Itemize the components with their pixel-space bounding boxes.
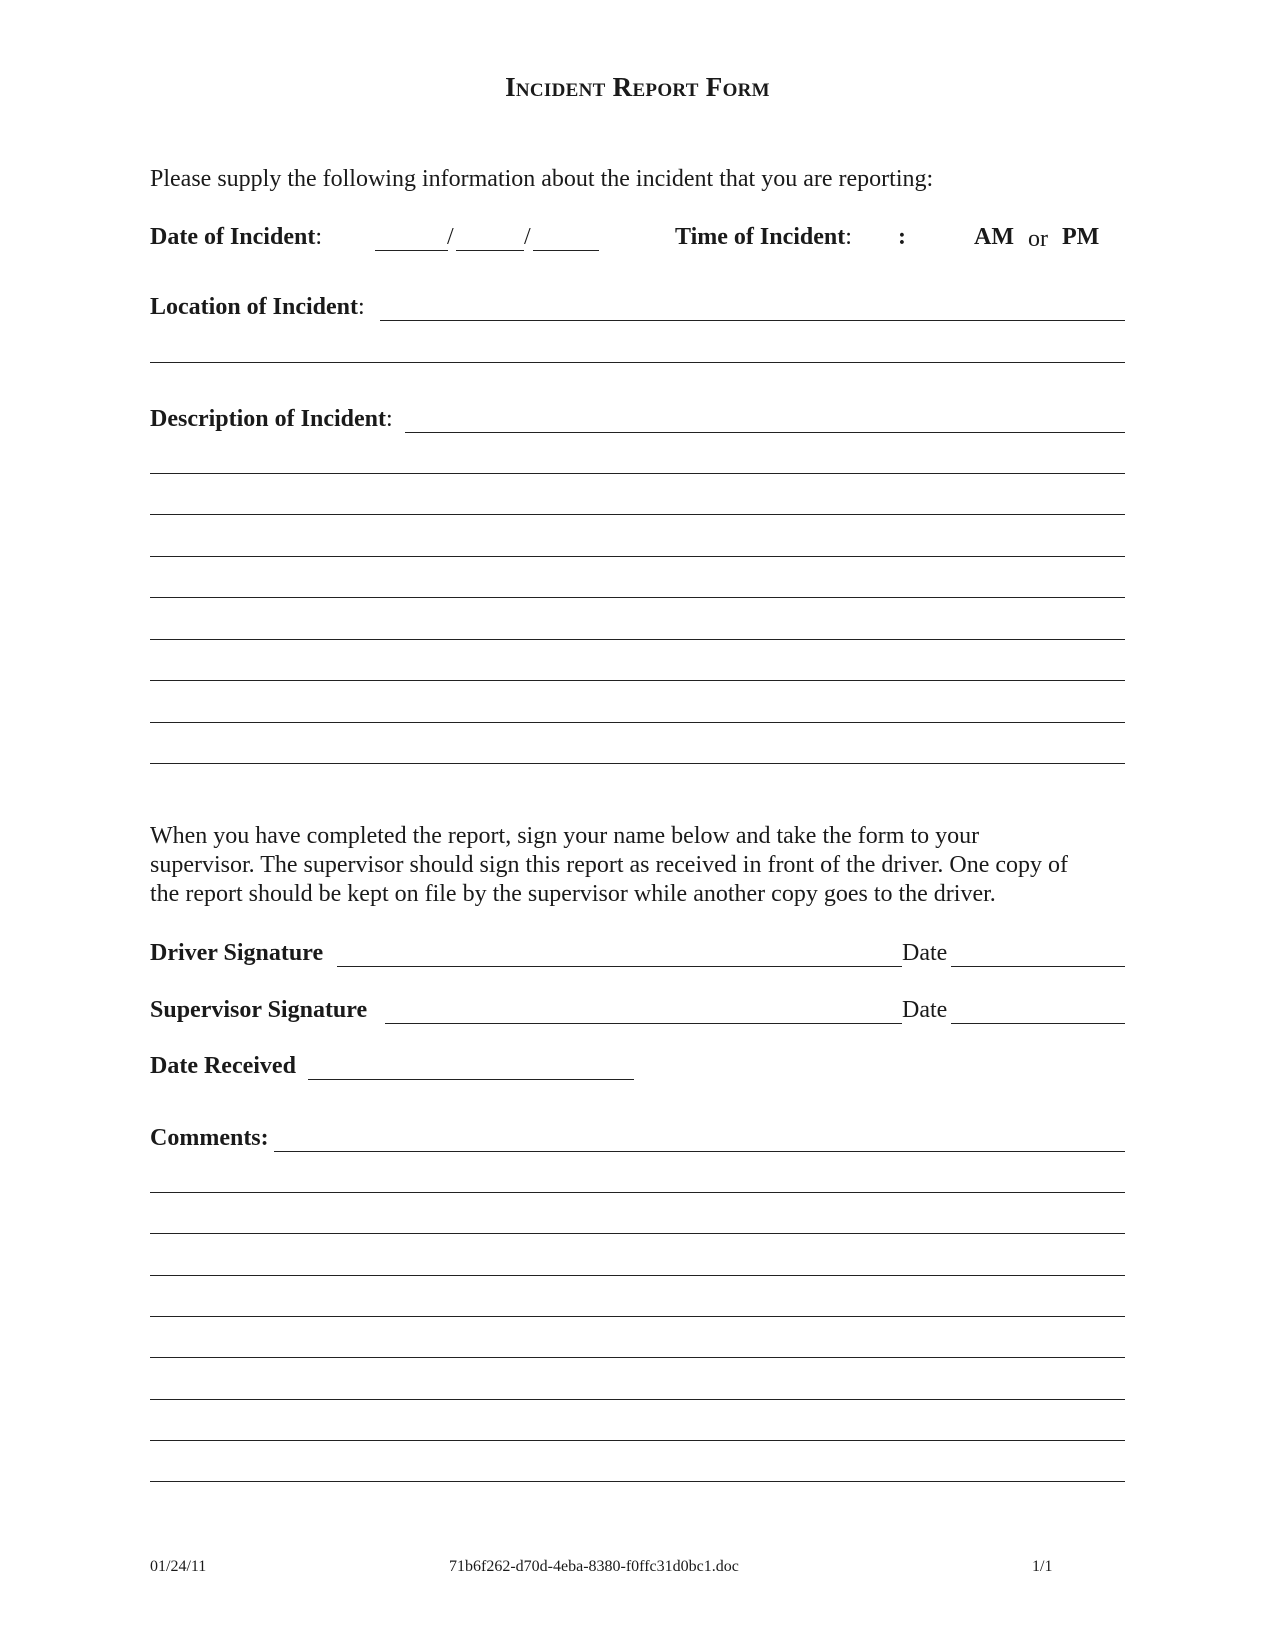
description-line-5[interactable] [150, 597, 1125, 598]
instructions-line-1: When you have completed the report, sign your name below and take the form to your [150, 823, 980, 849]
driver-date-field[interactable] [951, 966, 1125, 967]
description-line-3[interactable] [150, 514, 1125, 515]
footer-page-number: 1/1 [1032, 1558, 1053, 1575]
footer-filename: 71b6f262-d70d-4eba-8380-f0ffc31d0bc1.doc [449, 1558, 739, 1575]
comments-line-4[interactable] [150, 1275, 1125, 1276]
instructions-line-3: the report should be kept on file by the supervisor while another copy goes to the driver. [150, 881, 996, 907]
driver-signature-field[interactable] [337, 966, 902, 967]
comments-line-2[interactable] [150, 1192, 1125, 1193]
description-label [150, 406, 393, 433]
date-month-field[interactable] [375, 250, 448, 251]
description-label-text: Description of Incident [150, 406, 386, 432]
description-line-1[interactable] [405, 432, 1125, 433]
date-separator-1: / [447, 224, 454, 250]
comments-line-8[interactable] [150, 1440, 1125, 1441]
location-label [150, 294, 365, 321]
supervisor-signature-field[interactable] [385, 1023, 902, 1024]
description-line-8[interactable] [150, 722, 1125, 723]
date-day-field[interactable] [456, 250, 524, 251]
driver-date-label: Date [902, 940, 948, 966]
location-colon: : [358, 294, 365, 320]
time-separator: : [898, 224, 906, 250]
date-received-field[interactable] [308, 1079, 634, 1080]
comments-line-7[interactable] [150, 1399, 1125, 1400]
comments-line-9[interactable] [150, 1481, 1125, 1482]
time-of-incident-colon: : [845, 224, 852, 250]
location-label-text: Location of Incident [150, 294, 359, 320]
comments-label: Comments: [150, 1125, 269, 1151]
or-text: or [1028, 226, 1048, 252]
time-of-incident-label-text: Time of Incident [675, 224, 846, 250]
date-of-incident-colon: : [315, 224, 322, 250]
description-line-6[interactable] [150, 639, 1125, 640]
description-line-7[interactable] [150, 680, 1125, 681]
date-of-incident-label-text: Date of Incident [150, 224, 316, 250]
supervisor-signature-label: Supervisor Signature [150, 997, 368, 1023]
description-line-9[interactable] [150, 763, 1125, 764]
comments-line-1[interactable] [274, 1151, 1125, 1152]
date-year-field[interactable] [533, 250, 599, 251]
driver-signature-label: Driver Signature [150, 940, 324, 966]
footer-date: 01/24/11 [150, 1558, 207, 1575]
date-separator-2: / [524, 224, 531, 250]
comments-line-5[interactable] [150, 1316, 1125, 1317]
comments-line-3[interactable] [150, 1233, 1125, 1234]
intro-text: Please supply the following information about the incident that you are reporting: [150, 166, 934, 192]
am-option[interactable]: AM [974, 224, 1014, 250]
page-title: Incident Report Form [505, 72, 770, 102]
supervisor-date-field[interactable] [951, 1023, 1125, 1024]
instructions-paragraph [150, 822, 1130, 909]
description-line-4[interactable] [150, 556, 1125, 557]
date-of-incident-label [150, 224, 322, 251]
time-of-incident-label [675, 224, 852, 251]
supervisor-date-label: Date [902, 997, 948, 1023]
description-line-2[interactable] [150, 473, 1125, 474]
location-line-2[interactable] [150, 362, 1125, 363]
instructions-line-2: supervisor. The supervisor should sign this report as received in front of the driver. One copy of [150, 852, 1069, 878]
pm-option[interactable]: PM [1062, 224, 1100, 250]
location-line-1[interactable] [380, 320, 1125, 321]
comments-line-6[interactable] [150, 1357, 1125, 1358]
date-received-label: Date Received [150, 1053, 296, 1079]
description-colon: : [386, 406, 393, 432]
